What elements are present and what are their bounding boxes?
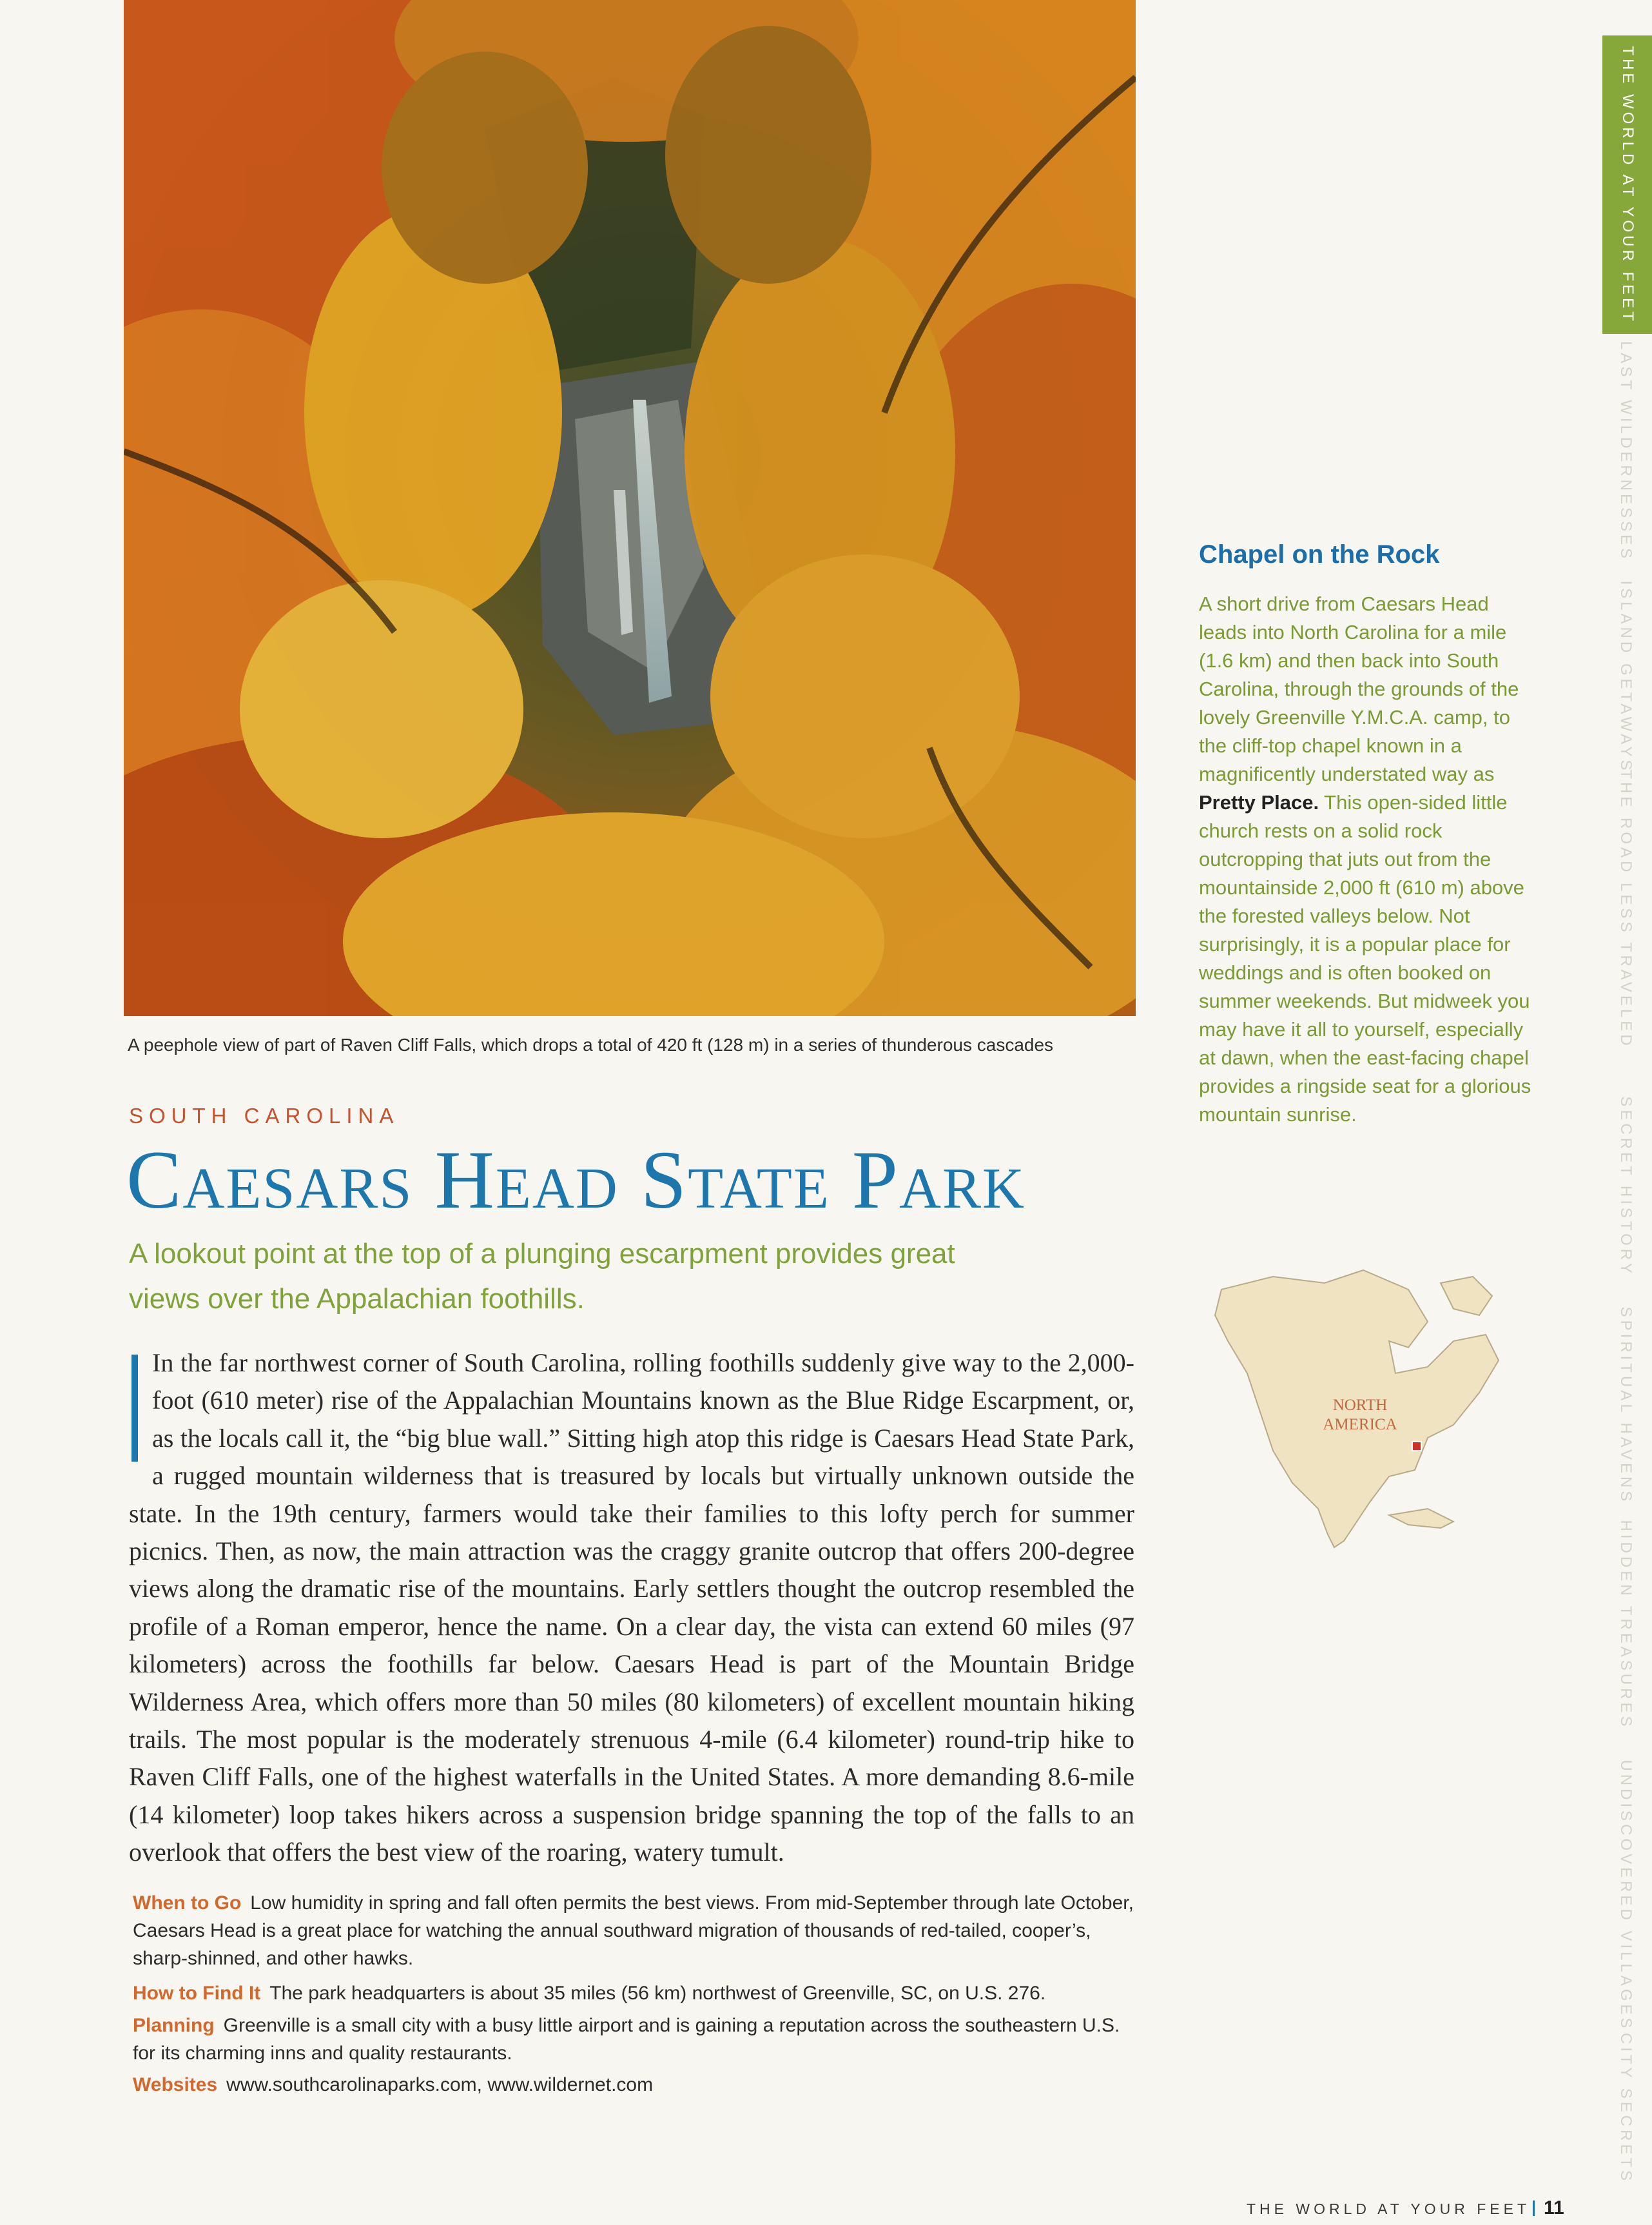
map-label	[1315, 1396, 1405, 1435]
info-label: Websites	[133, 2074, 218, 2095]
sidebar-body-text-end: This open-sided little church rests on a solid rock outcropping that juts out from the mountainside 2,000 ft (610 m) above the forested valleys below. Not surprisingly, it is a popular place for weddings and is often booked on summer weekends. But midweek you may have it all to yourself, especially at dawn, when the east-facing chapel provides a ringside seat for a glorious mountain sunrise.	[1199, 791, 1531, 1126]
nav-item-spiritual-havens[interactable]: SPIRITUAL HAVENS	[1617, 1306, 1635, 1505]
page-folio	[1247, 2197, 1564, 2219]
sidebar-body-bold: Pretty Place.	[1199, 791, 1319, 814]
sidebar-title: Chapel on the Rock	[1199, 540, 1440, 569]
map-label-line1: NORTH	[1332, 1397, 1388, 1414]
article-deck: A lookout point at the top of a plunging escarpment provides great views over the Appalachian foothills.	[129, 1238, 955, 1315]
article-title: Caesars Head State Park	[126, 1134, 1026, 1226]
nav-tab-active-label: THE WORLD AT YOUR FEET	[1618, 45, 1637, 324]
info-text: The park headquarters is about 35 miles (56 km) northwest of Greenville, SC, on U.S. 276.	[269, 1983, 1046, 2004]
article-body	[129, 1344, 1134, 1872]
region-kicker: SOUTH CAROLINA	[129, 1104, 400, 1128]
info-text: Low humidity in spring and fall often permits the best views. From mid-September through late October, Caesars Head is a great place for watching the annual southward migration of thousands of red-tailed, cooper’s, sharp-shinned, and other hawks.	[133, 1892, 1134, 1969]
info-how-to-find-it	[133, 1979, 1138, 2007]
info-text: www.southcarolinaparks.com, www.wildernet.com	[226, 2074, 654, 2095]
waterfall-photo	[124, 0, 1136, 1016]
nav-item-last-wildernesses[interactable]: LAST WILDERNESSES	[1617, 341, 1635, 562]
nav-item-road-less-traveled[interactable]: THE ROAD LESS TRAVELED	[1617, 769, 1635, 1049]
info-label: Planning	[133, 2015, 215, 2036]
info-when-to-go	[133, 1889, 1138, 1972]
nav-item-undiscovered-villages[interactable]: UNDISCOVERED VILLAGES	[1617, 1759, 1635, 2032]
photo-caption: A peephole view of part of Raven Cliff Falls, which drops a total of 420 ft (128 m) in a series of thunderous cascades	[128, 1035, 1054, 1055]
info-websites	[133, 2071, 1138, 2099]
nav-item-secret-history[interactable]: SECRET HISTORY	[1617, 1096, 1635, 1277]
running-title: THE WORLD AT YOUR FEET	[1247, 2200, 1530, 2217]
article-body-text: In the far northwest corner of South Carolina, rolling foothills suddenly give way to the 2,000-foot (610 meter) rise of the Appalachian Mountains known as the Blue Ridge Escarpment, or, as the locals call it, the “big blue wall.” Sitting high atop this ridge is Caesars Head State Park, a rugged mountain wilderness that is treasured by locals but virtually unknown outside the state. In the 19th century, farmers would take their families to this lofty perch for summer picnics. Then, as now, the main attraction was the craggy granite outcrop that offers 200-degree views along the dramatic rise of the mountains. Early settlers thought the outcrop resembled the profile of a Roman emperor, hence the name. On a clear day, the vista can extend 60 miles (97 kilometers) across the foothills far below. Caesars Head is part of the Mountain Bridge Wilderness Area, which offers more than 50 miles (80 kilometers) of excellent mountain hiking trails. The most popular is the moderately strenuous 4-mile (6.4 kilometer) round-trip hike to Raven Cliff Falls, one of the highest waterfalls in the United States. A more demanding 8.6-mile (14 kilometer) loop takes hikers across a suspension bridge spanning the top of the falls to an overlook that offers the best view of the roaring, watery tumult.	[129, 1348, 1134, 1867]
nav-item-city-secrets[interactable]: CITY SECRETS	[1617, 2032, 1635, 2184]
info-label: When to Go	[133, 1892, 242, 1914]
folio-divider	[1533, 2200, 1535, 2216]
info-text: Greenville is a small city with a busy little airport and is gaining a reputation across the southeastern U.S. for its charming inns and quality restaurants.	[133, 2015, 1120, 2064]
sidebar-body	[1199, 590, 1534, 1129]
page-number: 11	[1543, 2197, 1564, 2219]
info-planning	[133, 2012, 1138, 2067]
map-label-line2: AMERICA	[1323, 1416, 1397, 1433]
nav-item-island-getaways[interactable]: ISLAND GETAWAYS	[1617, 580, 1635, 774]
nav-tab-active[interactable]	[1602, 35, 1652, 334]
sidebar-body-text: A short drive from Caesars Head leads into North Carolina for a mile (1.6 km) and then back into South Carolina, through the grounds of the lovely Greenville Y.M.C.A. camp, to the cliff-top chapel known in a magnificently understated way as	[1199, 593, 1519, 785]
nav-item-hidden-treasures[interactable]: HIDDEN TREASURES	[1617, 1520, 1635, 1730]
waterfall-illustration	[124, 0, 1136, 1016]
dropcap-rule	[131, 1355, 138, 1462]
info-label: How to Find It	[133, 1983, 261, 2004]
